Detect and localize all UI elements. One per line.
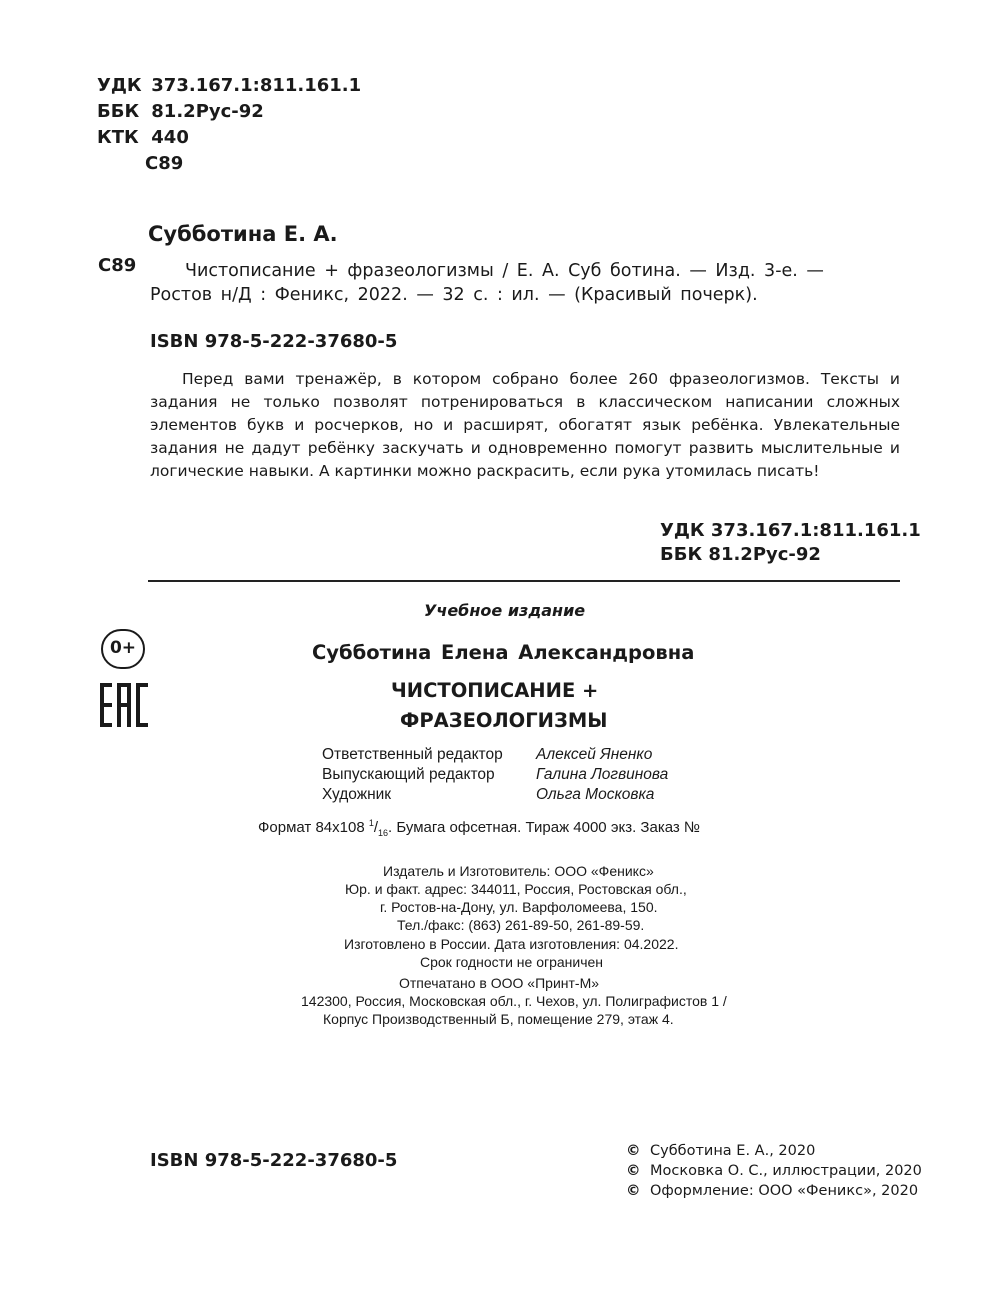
bbk-repeat: ББК 81.2Рус-92 <box>660 544 821 565</box>
copyright-row <box>626 1143 815 1159</box>
bbk-row <box>97 101 264 122</box>
format-slash: / <box>373 819 379 836</box>
publisher-line: Издатель и Изготовитель: ООО «Феникс» <box>383 863 654 879</box>
udk-label: УДК <box>97 75 142 96</box>
bbk-code: 81.2Рус-92 <box>151 101 264 122</box>
credit-name: Алексей Яненко <box>536 746 653 763</box>
copyright-text: Субботина Е. А., 2020 <box>650 1143 816 1159</box>
credit-role: Выпускающий редактор <box>322 766 495 783</box>
printer-line: 142300, Россия, Московская обл., г. Чехов, ул. Полиграфистов 1 / <box>301 993 727 1009</box>
record-author-mark: С89 <box>98 255 137 276</box>
section-divider <box>148 580 900 582</box>
author-mark-top: С89 <box>145 153 184 174</box>
credit-name: Ольга Московка <box>536 786 655 803</box>
eac-mark <box>99 682 149 732</box>
format-prefix: Формат 84x108 <box>258 819 365 836</box>
printer-line: Отпечатано в ООО «Принт-М» <box>399 975 600 991</box>
publisher-line: Юр. и факт. адрес: 344011, Россия, Ростовская обл., <box>345 881 687 897</box>
author-full-name: Субботина Елена Александровна <box>312 641 695 664</box>
copyright-icon: © <box>626 1143 641 1159</box>
copyright-text: Московка О. С., иллюстрации, 2020 <box>650 1163 922 1179</box>
ktk-code: 440 <box>151 127 189 148</box>
format-numerator: 1 <box>368 818 374 828</box>
credit-role: Художник <box>322 786 392 803</box>
publisher-line: г. Ростов-на-Дону, ул. Варфоломеева, 150. <box>380 899 658 915</box>
udk-row <box>97 75 361 96</box>
credit-role: Ответственный редактор <box>322 746 503 763</box>
bbk-label: ББК <box>97 101 140 122</box>
udk-repeat: УДК 373.167.1:811.161.1 <box>660 520 921 541</box>
credit-name: Галина Логвинова <box>536 766 669 783</box>
record-isbn: ISBN 978-5-222-37680-5 <box>150 331 398 352</box>
ktk-label: КТК <box>97 127 139 148</box>
edition-type: Учебное издание <box>424 601 586 620</box>
format-suffix: . Бумага офсетная. Тираж 4000 экз. Заказ № <box>388 819 701 836</box>
udk-code: 373.167.1:811.161.1 <box>151 75 362 96</box>
printer-line: Корпус Производственный Б, помещение 279, этаж 4. <box>323 1011 674 1027</box>
format-denominator: 16 <box>378 828 389 838</box>
copyright-text: Оформление: ООО «Феникс», 2020 <box>650 1183 919 1199</box>
record-description-line2: Ростов н/Д : Феникс, 2022. — 32 с. : ил. — (Красивый почерк). <box>150 285 758 305</box>
format-line <box>258 818 700 838</box>
book-title-line2: ФРАЗЕОЛОГИЗМЫ <box>400 709 608 732</box>
copyright-row <box>626 1183 918 1199</box>
publisher-line: Тел./факс: (863) 261-89-50, 261-89-59. <box>397 917 645 933</box>
annotation-text: Перед вами тренажёр, в котором собрано более 260 фразеологизмов. Тексты и задания не только позволят потренироваться в классическом написании сложных элементов букв и росчерков, но и расширят, обогатят язык ребёнка. Увлекательные задания не дадут ребёнку заскучать и одновременно помогут развить мыслительные и логические навыки. А картинки можно раскрасить, если рука утомилась писать! <box>150 370 900 480</box>
record-author: Субботина Е. А. <box>148 222 338 246</box>
record-description-line1: Чистописание + фразеологизмы / Е. А. Суб ботина. — Изд. 3-е. — <box>185 261 824 281</box>
copyright-row <box>626 1163 922 1179</box>
eac-icon <box>99 682 149 728</box>
age-rating-badge: 0+ <box>101 629 145 669</box>
ktk-row <box>97 127 189 148</box>
shelf-life-line: Срок годности не ограничен <box>420 954 604 970</box>
made-in-line: Изготовлено в России. Дата изготовления: 04.2022. <box>344 936 679 952</box>
footer-isbn: ISBN 978-5-222-37680-5 <box>150 1150 398 1171</box>
book-title-line1: ЧИСТОПИСАНИЕ + <box>391 679 599 702</box>
copyright-icon: © <box>626 1163 641 1179</box>
copyright-icon: © <box>626 1183 641 1199</box>
